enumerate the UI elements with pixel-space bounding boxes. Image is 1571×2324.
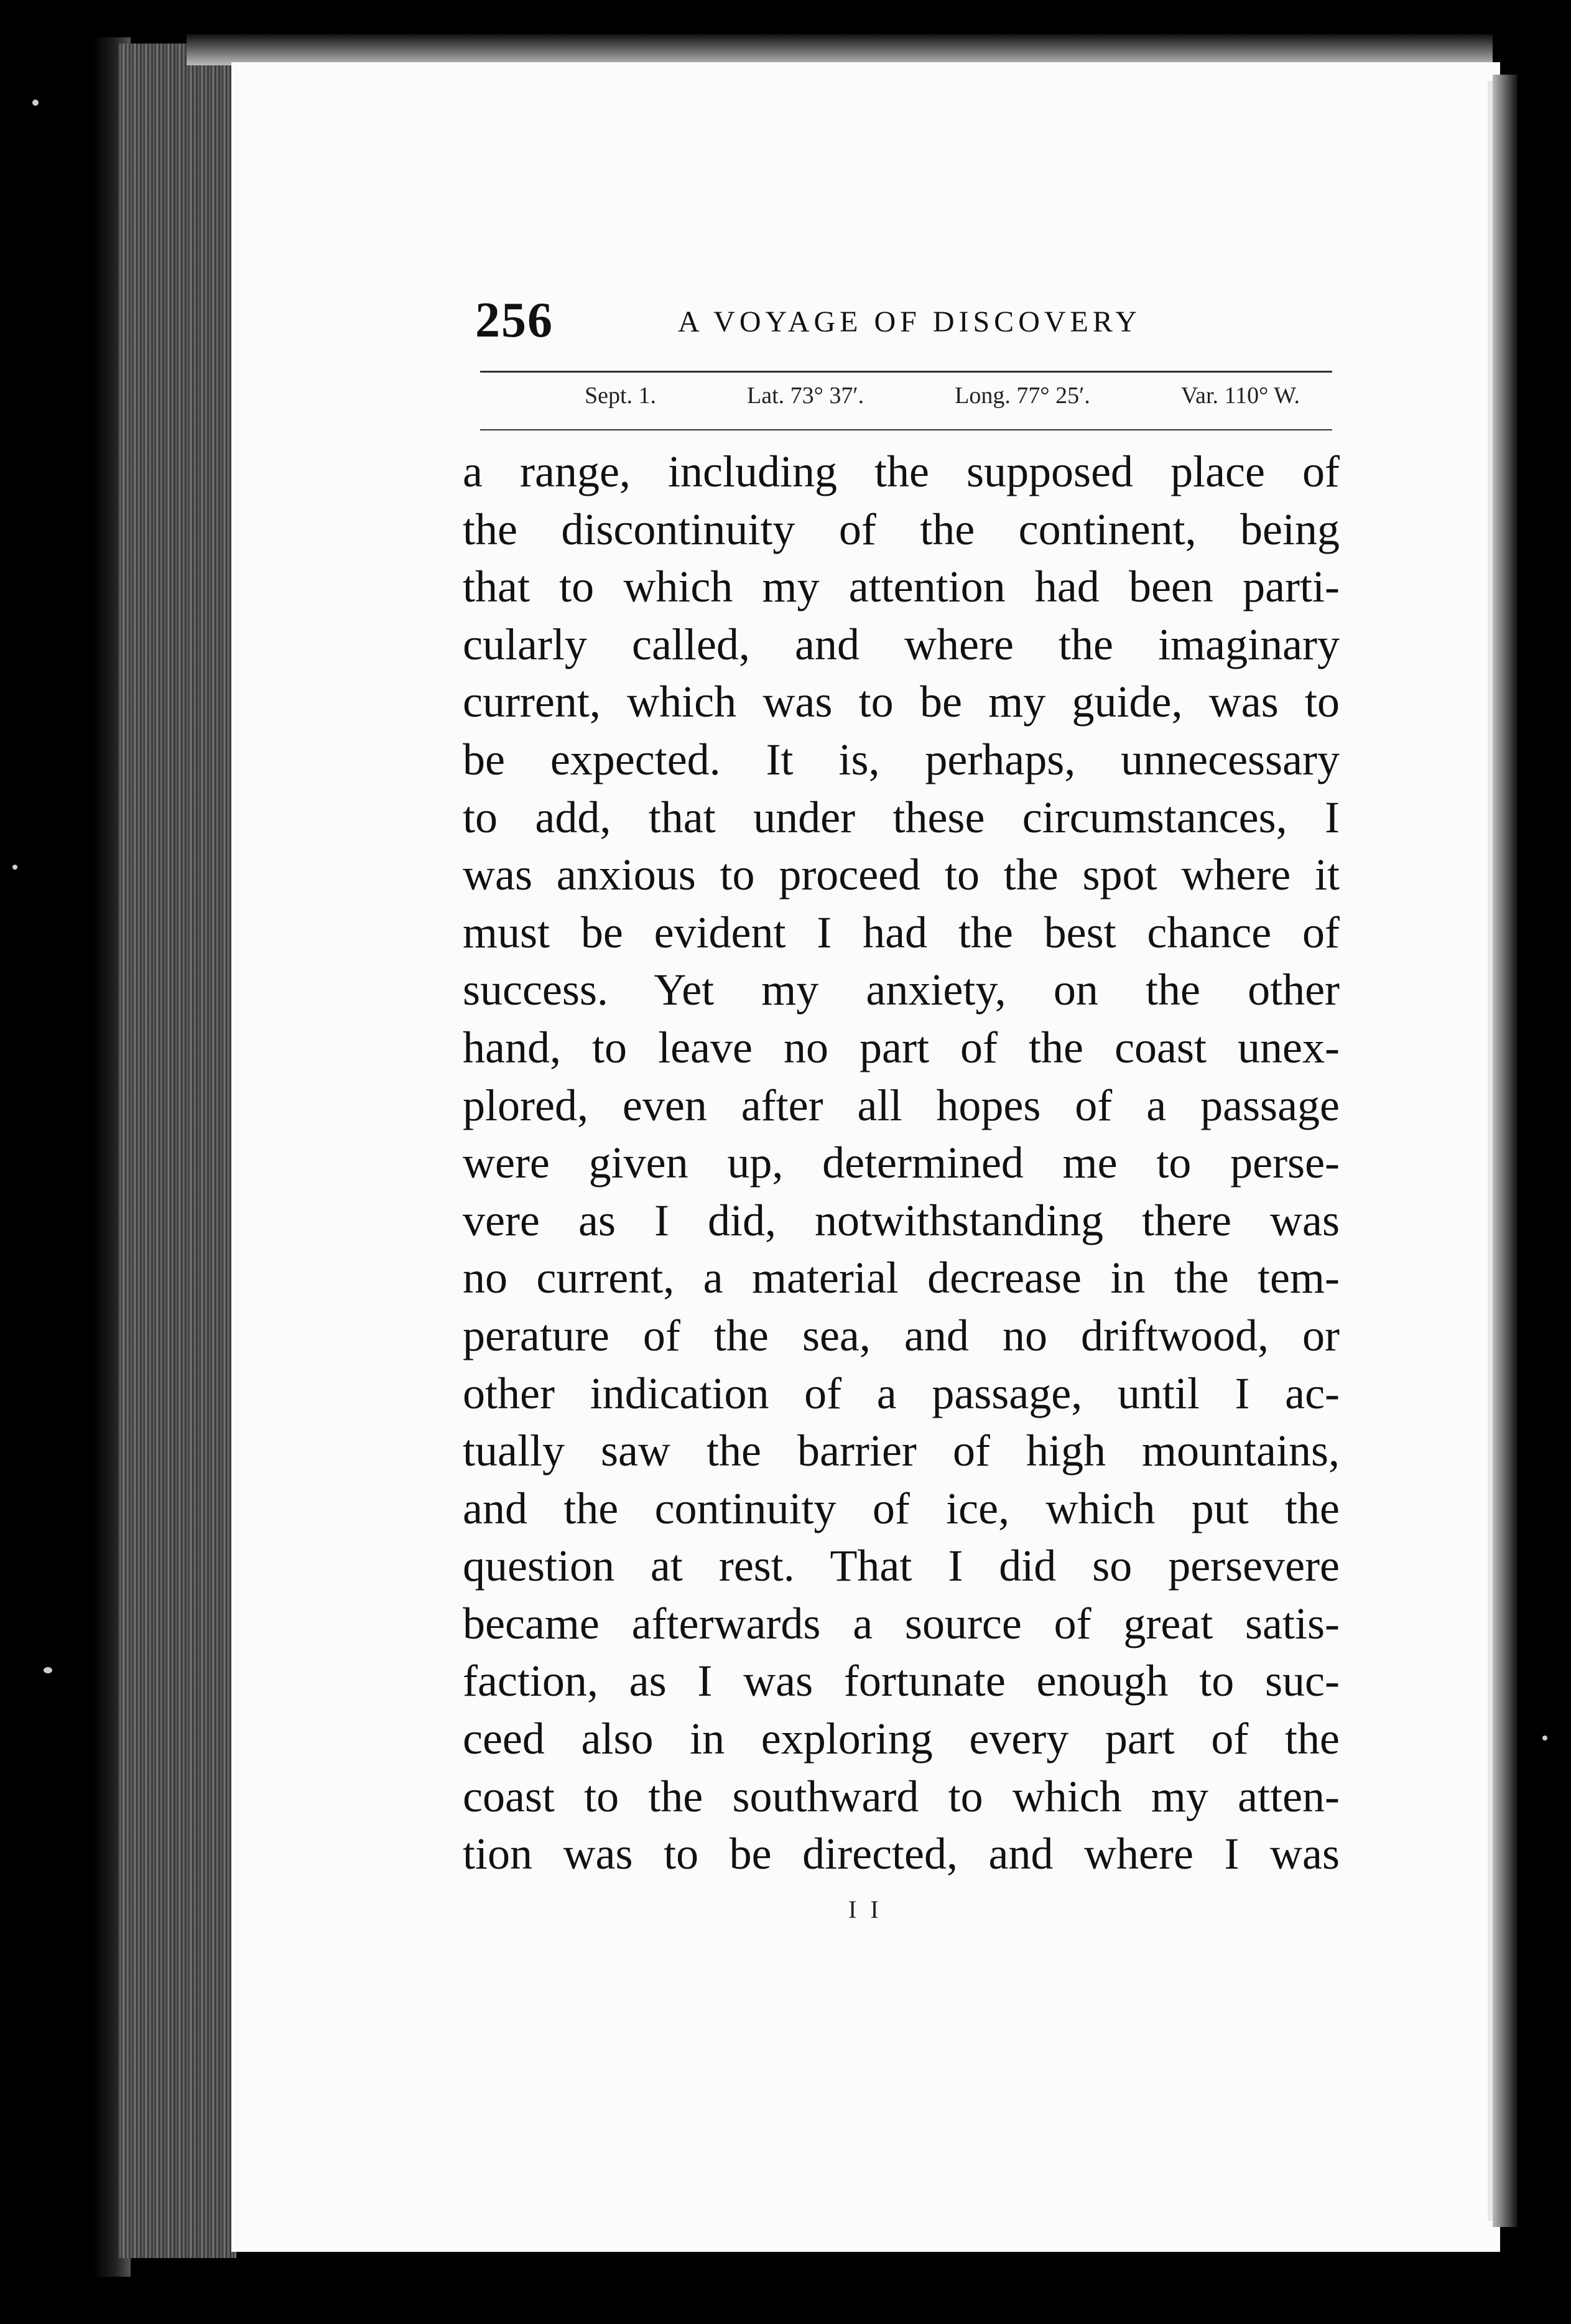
- signature-mark: I I: [848, 1895, 883, 1923]
- text-line: faction, as I was fortunate enough to suc-: [463, 1656, 1340, 1706]
- text-line: a range, including the supposed place of: [463, 447, 1340, 496]
- text-line: other indication of a passage, until I ac-: [463, 1368, 1340, 1418]
- text-line: and the continuity of ice, which put the: [463, 1483, 1340, 1533]
- text-line: to add, that under these circumstances, I: [463, 792, 1340, 842]
- text-line: plored, even after all hopes of a passage: [463, 1080, 1340, 1130]
- nav-latitude: Lat. 73° 37′.: [747, 383, 864, 409]
- nav-date: Sept. 1.: [585, 383, 657, 409]
- gutter-shadow: [1493, 75, 1518, 2227]
- text-line: be expected. It is, perhaps, unnecessary: [463, 734, 1340, 784]
- text-line: became afterwards a source of great satis-: [463, 1598, 1340, 1648]
- text-line: must be evident I had the best chance of: [463, 907, 1340, 957]
- text-line: were given up, determined me to perse-: [463, 1138, 1340, 1188]
- book-page-edges: [118, 44, 236, 2258]
- text-line: no current, a material decrease in the tem-: [463, 1253, 1340, 1303]
- nav-variation: Var. 110° W.: [1180, 383, 1300, 409]
- page-number: 256: [475, 293, 554, 348]
- text-line: that to which my attention had been parti-: [463, 562, 1340, 612]
- body-text: [463, 443, 1340, 1883]
- margin-speck: [12, 865, 17, 870]
- running-title: A VOYAGE OF DISCOVERY: [678, 305, 1141, 338]
- text-line: hand, to leave no part of the coast unex-: [463, 1022, 1340, 1072]
- text-line: was anxious to proceed to the spot where it: [463, 850, 1340, 900]
- navigation-data-line: [585, 382, 1300, 409]
- right-dark-margin: [1518, 0, 1571, 2324]
- text-line: current, which was to be my guide, was to: [463, 677, 1340, 727]
- text-line: success. Yet my anxiety, on the other: [463, 965, 1340, 1015]
- text-line: tion was to be directed, and where I was: [463, 1829, 1340, 1879]
- text-line: ceed also in exploring every part of the: [463, 1714, 1340, 1764]
- text-line: tually saw the barrier of high mountains,: [463, 1426, 1340, 1476]
- running-head: [475, 292, 1346, 361]
- text-line: coast to the southward to which my atten-: [463, 1771, 1340, 1821]
- margin-speck: [32, 100, 39, 106]
- book-top-edge: [187, 34, 1493, 65]
- header-rule-bottom: [480, 429, 1332, 430]
- nav-longitude: Long. 77° 25′.: [955, 383, 1090, 409]
- text-line: question at rest. That I did so persevere: [463, 1541, 1340, 1591]
- margin-speck: [44, 1667, 52, 1673]
- text-line: vere as I did, notwithstanding there was: [463, 1195, 1340, 1245]
- text-line: cularly called, and where the imaginary: [463, 619, 1340, 669]
- margin-speck: [1542, 1736, 1547, 1741]
- header-rule-top: [480, 371, 1332, 373]
- text-line: the discontinuity of the continent, being: [463, 504, 1340, 554]
- text-line: perature of the sea, and no driftwood, or: [463, 1310, 1340, 1360]
